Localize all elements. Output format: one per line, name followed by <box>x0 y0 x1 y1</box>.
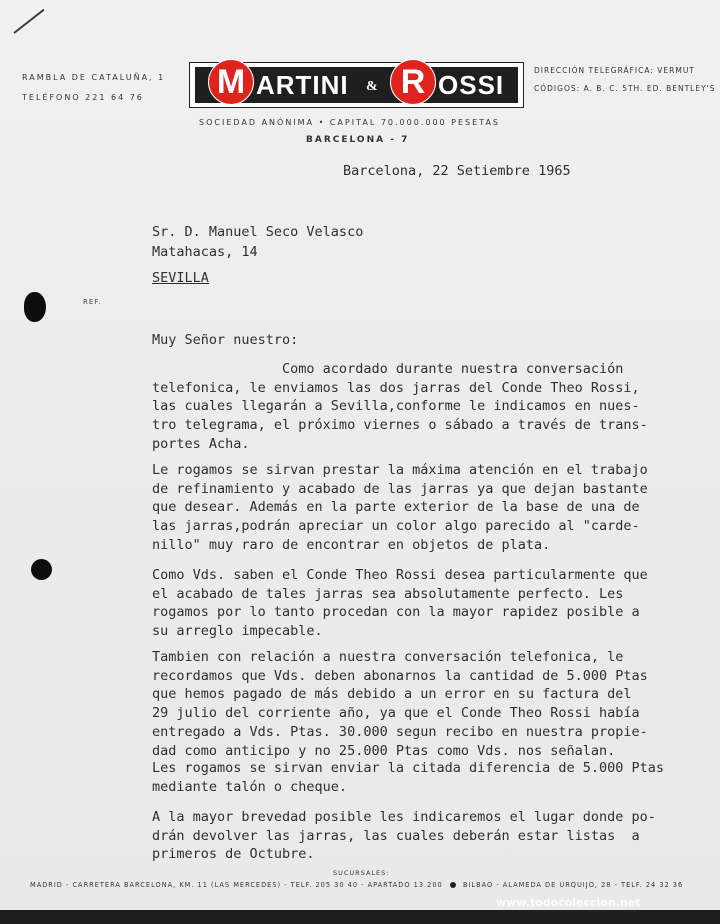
branches-label: SUCURSALES: <box>333 869 390 877</box>
logo-ampersand: & <box>366 79 378 94</box>
body-paragraph: Les rogamos se sirvan enviar la citada diferencia de 5.000 Ptas mediante talón o cheque. <box>152 760 665 795</box>
logo-letter-m: M <box>216 63 246 101</box>
telegraph-codes: CÓDIGOS: A. B. C. 5TH. ED. BENTLEY'S <box>534 84 716 93</box>
salutation: Muy Señor nuestro: <box>152 332 299 348</box>
martini-rossi-logo <box>189 62 524 108</box>
logo-letter-r: R <box>400 63 426 101</box>
body-paragraph: Como Vds. saben el Conde Theo Rossi desea particularmente que el acabado de tales jarras sea absolutamente perfecto. Les rogamos por lo tanto procedan con la mayor rapidez posible a su arreglo impecable. <box>152 567 648 640</box>
logo-word-artini: ARTINI <box>256 70 349 100</box>
recipient-block <box>152 222 363 288</box>
letter-date: Barcelona, 22 Setiembre 1965 <box>343 163 571 179</box>
punch-hole <box>24 292 46 322</box>
letterhead-telegraph <box>534 62 716 98</box>
punch-hole <box>31 559 52 580</box>
branches-footer <box>30 881 683 889</box>
recipient-name: Sr. D. Manuel Seco Velasco <box>152 224 364 240</box>
letterhead-address <box>22 68 165 108</box>
telegraph-address: DIRECCIÓN TELEGRÁFICA: VERMUT <box>534 66 695 75</box>
body-paragraph: Le rogamos se sirvan prestar la máxima atención en el trabajo de refinamiento y acabado de las jarras ya que dejan bastante que desear. Además en la parte exterior de la base de una de las jarras,podrán apreciar un color algo parecido al "carde- nillo" muy raro de encontrar en objetos de plata. <box>152 462 648 553</box>
address-street: RAMBLA DE CATALUÑA, 1 <box>22 73 166 82</box>
site-watermark: www.todocoleccion.net <box>496 896 641 909</box>
body-paragraph: A la mayor brevedad posible les indicaremos el lugar donde po- drán devolver las jarras, las cuales deberán estar listas a primeros de Octubre. <box>152 809 656 863</box>
ink-mark <box>13 9 44 34</box>
scan-border <box>0 910 720 924</box>
branch-madrid: MADRID - CARRETERA BARCELONA, KM. 11 (LAS MERCEDES) - TELF. 205 30 40 - APARTADO 13.200 <box>30 881 443 889</box>
body-paragraph: Como acordado durante nuestra conversación telefonica, le enviamos las dos jarras del Conde Theo Rossi, las cuales llegarán a Sevilla,conforme le indicamos en nues- tro telegrama, el próximo viernes o sábado a través de trans- portes Acha. <box>152 361 648 452</box>
address-phone: TELÉFONO 221 64 76 <box>22 93 144 102</box>
recipient-city: SEVILLA <box>152 270 209 286</box>
company-capital: SOCIEDAD ANÓNIMA • CAPITAL 70.000.000 PESETAS <box>199 118 501 127</box>
logo-m-circle <box>208 59 254 105</box>
bullet-icon <box>450 882 456 888</box>
company-city: BARCELONA - 7 <box>306 135 410 145</box>
branch-bilbao: BILBAO - ALAMEDA DE URQUIJO, 28 - TELF. 24 32 36 <box>462 881 684 889</box>
recipient-street: Matahacas, 14 <box>152 244 258 260</box>
ref-label: REF. <box>83 298 102 306</box>
logo-word-ossi: OSSI <box>438 70 505 100</box>
logo-r-circle <box>390 59 436 105</box>
body-paragraph: Tambien con relación a nuestra conversación telefonica, le recordamos que Vds. deben abonarnos la cantidad de 5.000 Ptas que hemos pagado de más debido a un error en su factura del 29 julio del corriente año, ya que el Conde Theo Rossi había entregado a Vds. Ptas. 30.000 segun recibo en nuestra propie- dad como anticipo y no 25.000 Ptas como Vds. nos señalan. <box>152 649 648 759</box>
